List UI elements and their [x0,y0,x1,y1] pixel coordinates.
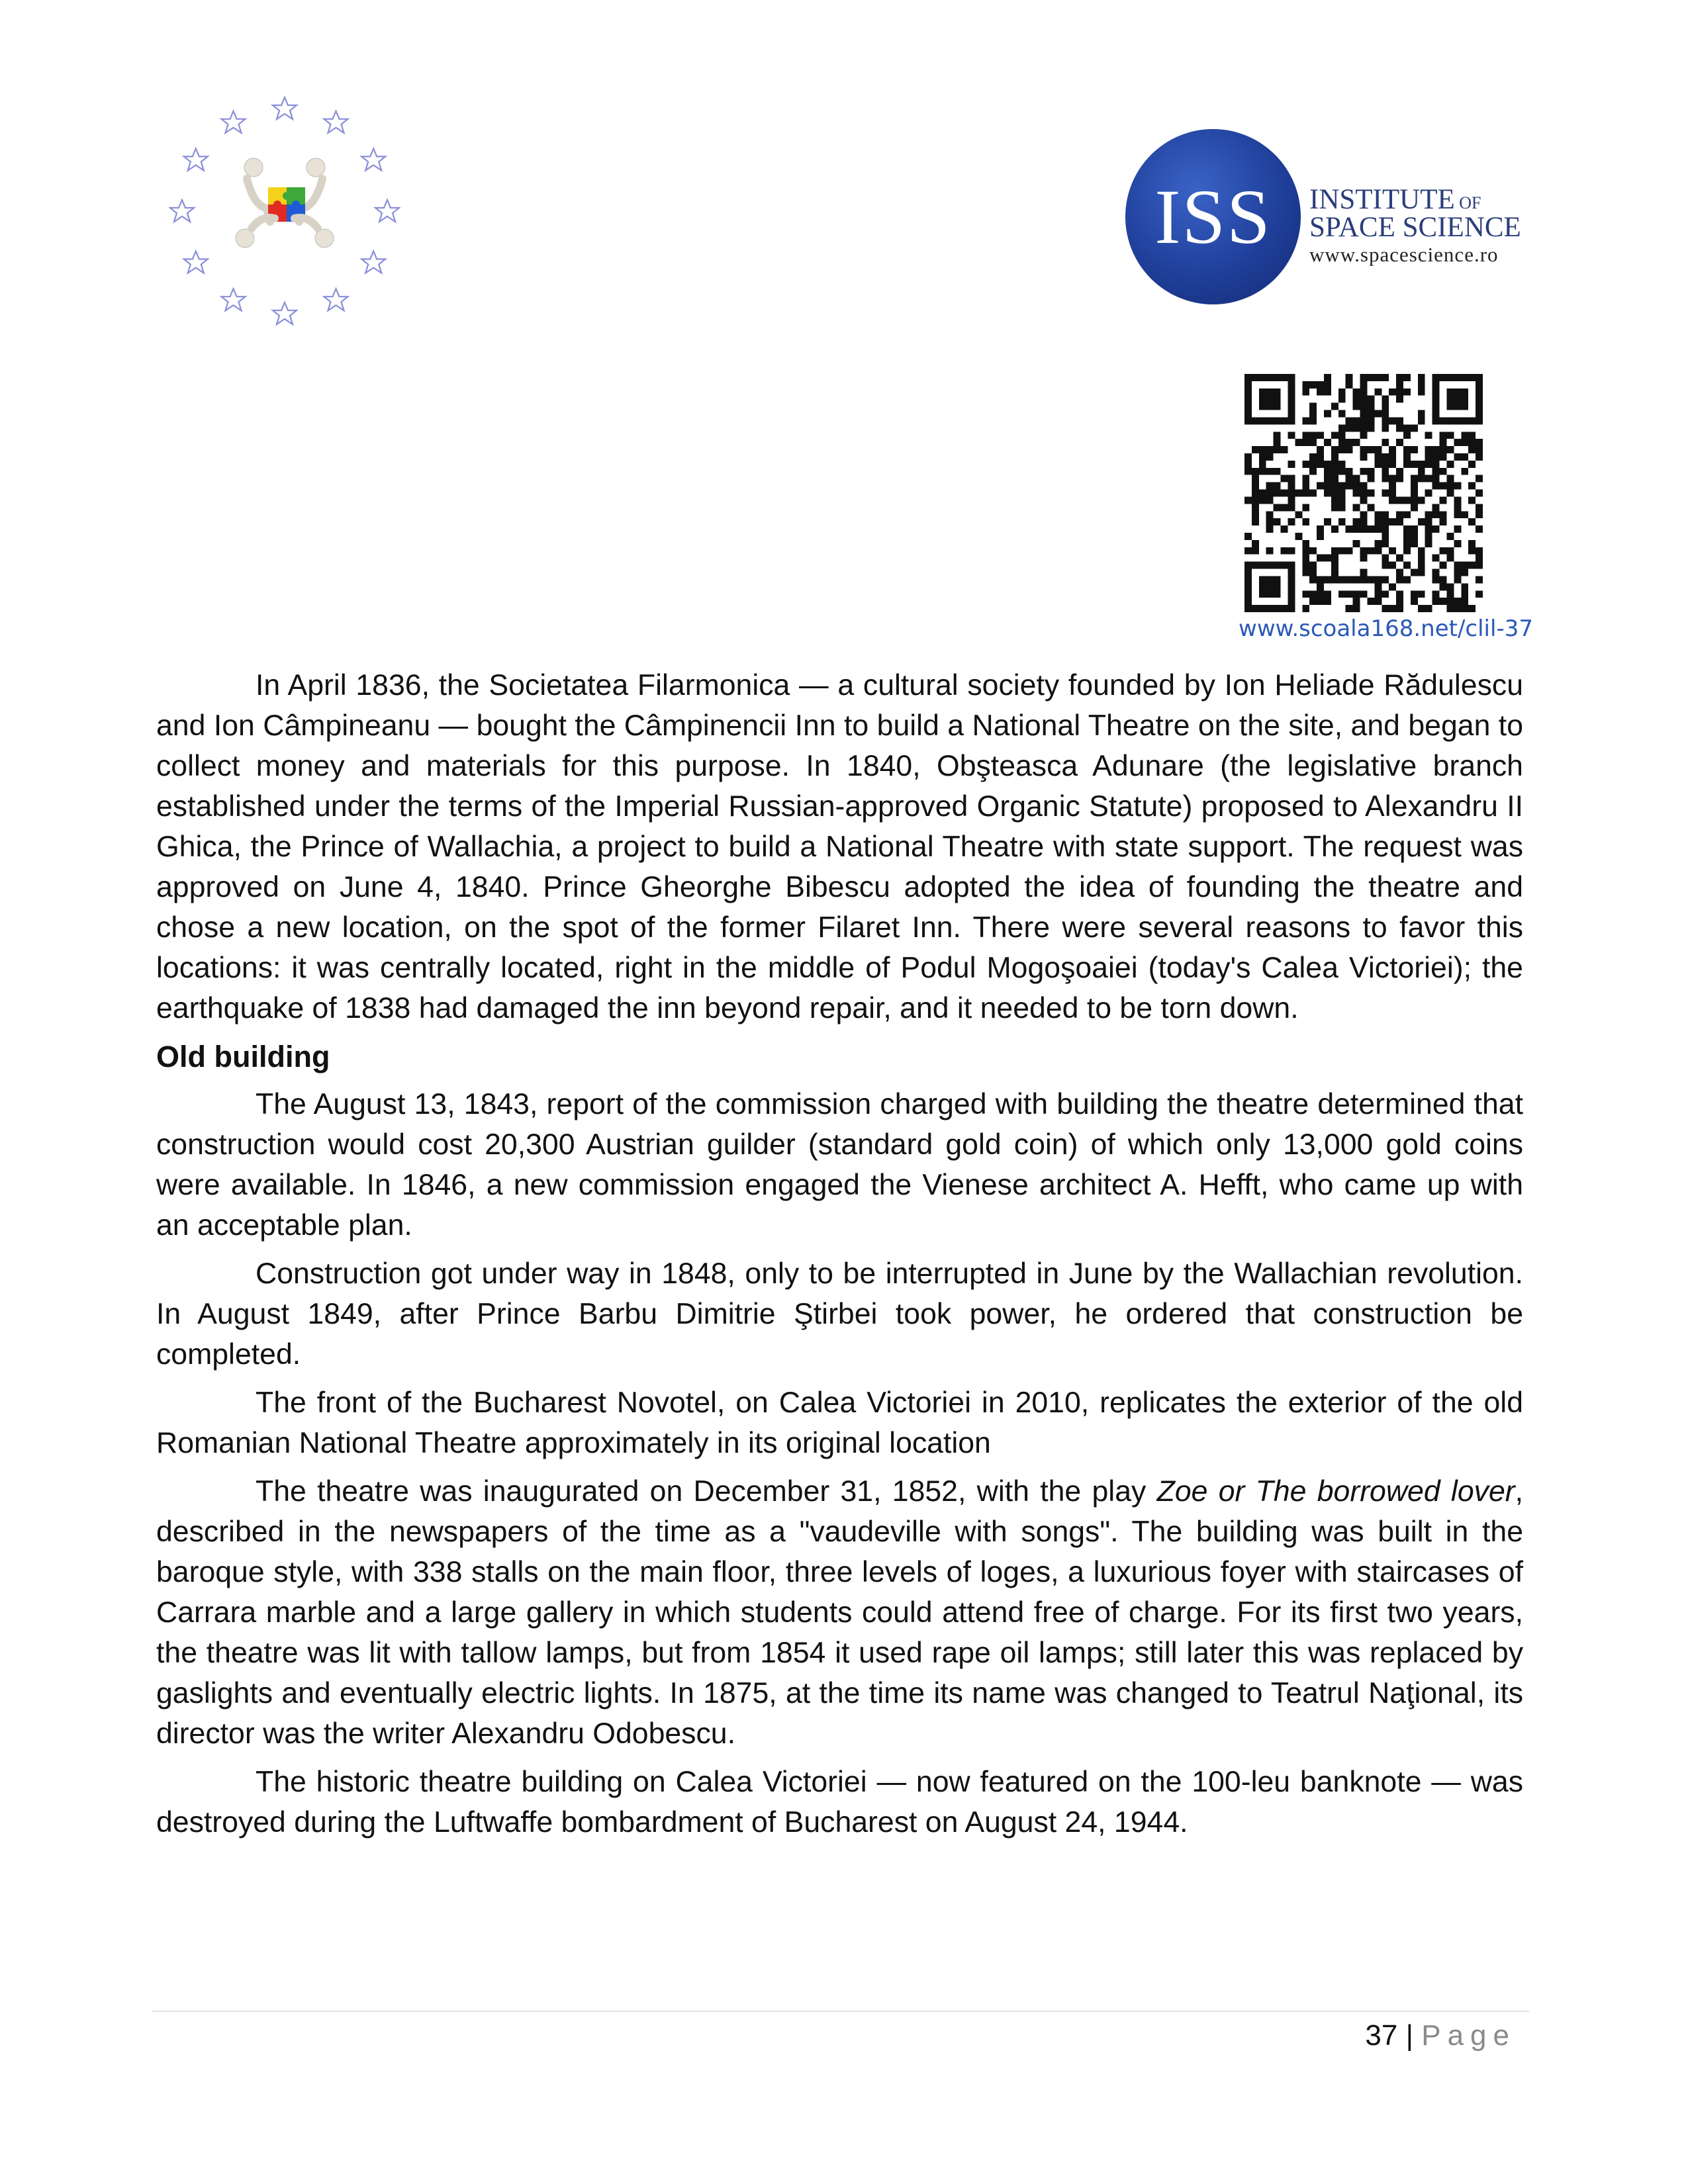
star-icon [375,200,399,222]
star-icon [184,149,208,171]
paragraph-3: Construction got under way in 1848, only to be interrupted in June by the Wallachian revolution. In August 1849, after Prince Barbu Dimitrie Ştirbei took power, he ordered that construction be completed. [156,1257,1523,1371]
play-title: Zoe or The borrowed lover [1156,1475,1515,1508]
puzzle-figures [236,158,334,248]
footer-divider [152,2011,1529,2012]
star-icon [273,97,297,119]
document-body [156,665,1523,1850]
iss-letters: ISS [1154,173,1272,260]
page-footer [1365,2016,1516,2056]
qr-code-icon [1244,374,1483,612]
section-heading: Old building [156,1040,330,1073]
paragraph-6: The historic theatre building on Calea Victoriei — now featured on the 100-leu banknote — was destroyed during the Luftwaffe bombardment of Bucharest on August 24, 1944. [156,1766,1523,1839]
star-icon [273,302,297,324]
iss-name-of: OF [1459,193,1481,212]
star-icon [170,200,194,222]
page-number: 37 [1365,2019,1398,2052]
paragraph-5 [156,1471,1523,1754]
paragraph-1: In April 1836, the Societatea Filarmonica — a cultural society founded by Ion Heliade Rădulescu and Ion Câmpineanu — bought the Câmpinencii Inn to build a National Theatre on the site, and began to collect money and materials for this purpose. In 1840, Obşteasca Adunare (the legislative branch established under the terms of the Imperial Russian-approved Organic Statute) proposed to Alexandru II Ghica, the Prince of Wallachia, a project to build a National Theatre with state support. The request was approved on June 4, 1840. Prince Gheorghe Bibescu adopted the idea of founding the theatre and chose a new location, on the spot of the former Filaret Inn. There were several reasons to favor this locations: it was centrally located, right in the middle of Podul Mogoşoaiei (today's Calea Victoriei); the earthquake of 1838 had damaged the inn beyond repair, and it needed to be torn down. [156,669,1523,1024]
iss-name-line2: SPACE SCIENCE [1309,212,1521,243]
paragraph-2: The August 13, 1843, report of the commission charged with building the theatre determined that construction would cost 20,300 Austrian guilder (standard gold coin) of which only 13,000 gold coins were available. In 1846, a new commission engaged the Vienese architect A. Hefft, who came up with an acceptable plan. [156,1088,1523,1242]
star-icon [361,251,385,273]
footer-separator: | [1405,2019,1413,2052]
paragraph-5-start: The theatre was inaugurated on December 31, 1852, with the play [256,1475,1157,1508]
puzzle-people-logo-icon [169,96,400,328]
star-icon [324,111,348,133]
iss-url: www.spacescience.ro [1309,243,1499,266]
star-icon [222,111,246,133]
paragraph-5-end: , described in the newspapers of the time as a "vaudeville with songs". The building was built in the baroque style, with 338 stalls on the main floor, three levels of loges, a luxurious foyer with staircases of Carrara marble and a large gallery in which students could attend free of charge. For its first two years, the theatre was lit with tallow lamps, but from 1854 it used rape oil lamps; still later this was replaced by gaslights and eventually electric lights. In 1875, at the time its name was changed to Teatrul Naţional, its director was the writer Alexandru Odobescu. [156,1475,1523,1750]
iss-logo [1125,129,1536,304]
star-icon [184,251,208,273]
page-label: Page [1421,2019,1516,2052]
iss-name-institute: INSTITUTE [1309,184,1455,215]
qr-url-link[interactable]: www.scoala168.net/clil-37 [1239,615,1533,642]
paragraph-4: The front of the Bucharest Novotel, on Calea Victoriei in 2010, replicates the exterior of the old Romanian National Theatre approximately in its original location [156,1387,1523,1459]
star-icon [324,289,348,310]
star-icon [222,289,246,310]
star-icon [361,149,385,171]
